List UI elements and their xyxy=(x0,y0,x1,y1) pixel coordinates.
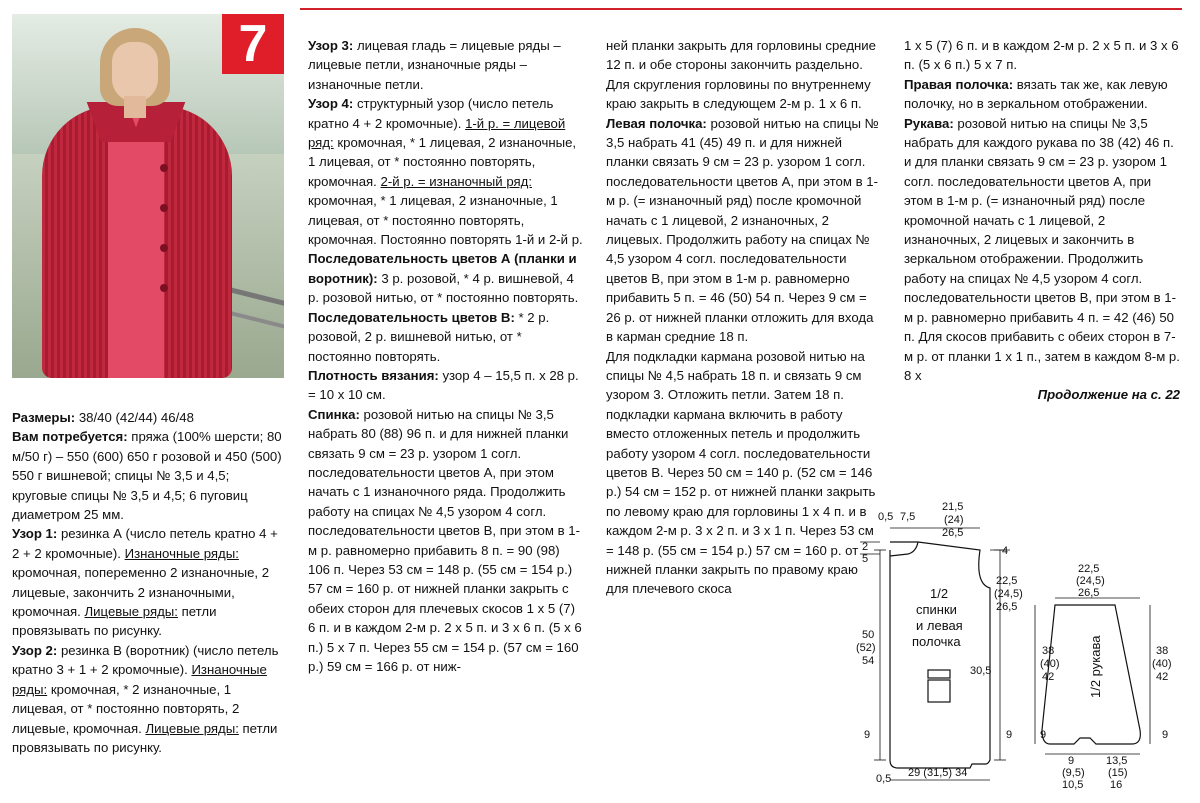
button-mark xyxy=(160,244,168,252)
pattern-2-label: Узор 2: xyxy=(12,642,58,658)
pattern-1-text: резинка А (число петель кратно 4 + 2 + 2 кромочные). xyxy=(12,526,278,561)
sleeve-dim-16: 16 xyxy=(1110,779,1123,791)
pattern-2-text: резинка В (воротник) (число петель кратно 3 + 1 + 2 кромочные). xyxy=(12,642,279,678)
top-red-rule xyxy=(300,8,1182,10)
color-seq-b-value: * 2 р. розовой, 2 р. вишневой нитью, от * постоянно повторять. xyxy=(308,309,550,364)
neckline-paragraph: ней планки закрыть для горловины средние 12 п. и обе стороны закончить раздельно. Для скругления горловины по внутреннему краю закрыть в следующем 2-м р. 1 х 6 п. xyxy=(606,38,876,112)
left-front-paragraph xyxy=(606,114,884,347)
sleeve-dim-38-left: 38 xyxy=(1042,645,1055,657)
schematic-svg xyxy=(850,498,1190,798)
density-label: Плотность вязания: xyxy=(308,367,439,383)
back-paragraph xyxy=(308,405,584,677)
dim-50: 50 xyxy=(862,629,875,641)
sleeve-dim-42-left: 42 xyxy=(1042,671,1055,683)
color-seq-b-label: Последовательность цветов В: xyxy=(308,309,515,325)
button-mark xyxy=(160,164,168,172)
back-label-3: и левая xyxy=(916,618,963,633)
dim-24-5: (24,5) xyxy=(994,588,1023,600)
pattern-3-paragraph xyxy=(308,36,584,94)
sleeve-label: 1/2 рукава xyxy=(1088,635,1103,698)
sleeve-dim-10-5: 10,5 xyxy=(1062,779,1084,791)
sleeves-label: Рукава: xyxy=(904,115,954,131)
color-seq-a-value: 3 р. розовой, * 4 р. вишневой, 4 р. розовой нитью, от * постоянно повторять. xyxy=(308,270,579,306)
row-1-label: 1-й р. = лицевой ряд: xyxy=(308,115,566,151)
column-1 xyxy=(12,408,286,757)
row-2-value: кромочная, * 1 лицевая, 2 изнаночные, 1 лицевая, от * постоянно повторять, кромочная. Постоянно повторять 1-й и 2-й р. xyxy=(308,193,583,248)
back-label: Спинка: xyxy=(308,406,360,422)
column-3 xyxy=(606,36,884,599)
dim-0-5-top: 0,5 xyxy=(878,511,894,523)
pattern-3-label: Узор 3: xyxy=(308,38,354,53)
sleeve-dim-38-right: 38 xyxy=(1156,645,1169,657)
pattern-1-label: Узор 1: xyxy=(12,526,58,542)
pattern-4-label: Узор 4: xyxy=(308,96,354,112)
sleeve-dim-26-5: 26,5 xyxy=(1078,587,1100,599)
right-front-value: вязать так же, как левую полочку, но в зеркальном отображении. xyxy=(904,76,1168,112)
pattern-2-text-3: петли провязывать по рисунку. xyxy=(12,720,278,755)
pattern-2-text-2: кромочная, * 2 изнаночные, 1 лицевая, от * постоянно повторять, 2 лицевые, кромочная. xyxy=(12,681,240,736)
dim-7-5: 7,5 xyxy=(900,511,916,523)
sleeve-dim-40-left: (40) xyxy=(1040,658,1060,670)
sizes-label: Размеры: xyxy=(12,410,76,425)
dim-29-34: 29 (31,5) 34 xyxy=(908,767,968,779)
column-2 xyxy=(308,36,584,676)
pattern-1-text-2: кромочная, попеременно 2 изнаночные, 2 лицевые, закончить 2 изнаночными, кромочная. xyxy=(12,565,270,620)
dim-26-5: 26,5 xyxy=(942,527,964,539)
sleeves-paragraph xyxy=(904,114,1180,386)
dim-4: 4 xyxy=(1002,545,1009,557)
shoulder-paragraph: 1 х 5 (7) 6 п. и в каждом 2-м р. 2 х 5 п. и 3 х 6 п. (5 х 6 п.) 5 х 7 п. xyxy=(904,38,1179,73)
materials-value: пряжа (100% шерсти; 80 м/50 г) – 550 (600) 650 г розовой и 450 (500) 550 г вишневой; спицы № 3,5 и 4,5; круговые спицы № 3,5 и 4,5; 6 пуговиц диаметром 25 мм. xyxy=(12,429,282,523)
back-value: розовой нитью на спицы № 3,5 набрать 80 (88) 96 п. и для нижней планки связать 9 см = 23 р. узором 1 согл. последовательности цветов А, при этом начать с 1 изнаночного ряда. Продолжить работу на спицах № 4,5 узором 4 согл. последовательности цветов В, при этом в 1-м р. равномерно прибавить 8 п. = 90 (98) 106 п. Через 53 см = 148 р. (55 см = 154 р.) 57 см = 160 р. от нижней планки закрыть с обеих сторон для плечевых скосов 1 х 5 (7) 6 п. и в каждом 2-м р. 2 х 5 п. и 3 х 6 п. (5 х 6 п.) 5 х 7 п. Через 55 см = 154 р. (57 см = 160 р.) 59 см = 166 р. от ниж- xyxy=(308,406,582,674)
left-front-label: Левая полочка: xyxy=(606,115,707,131)
dim-26-5-side: 26,5 xyxy=(996,601,1018,613)
sleeve-dim-40-right: (40) xyxy=(1152,658,1172,670)
pattern-2-paragraph xyxy=(12,641,286,757)
pattern-1-right-rows: Лицевые ряды: xyxy=(84,604,178,620)
left-front-value: розовой нитью на спицы № 3,5 набрать 41 (45) 49 п. и для нижней планки связать 9 см = 23 р. узором 1 согл. последовательности цветов А, при этом в 1-м р. (= изнаночный ряд) после кромочной начать с 1 лицевой, 2 изнаночных, 2 лицевых. Продолжить работу на спицах № 4,5 узором 4 согл. последовательности цветов В, при этом в 1-м р. равномерно прибавить 5 п. = 46 (50) 54 п. Через 9 см = 26 р. от нижней планки отложить для входа в карман средние 18 п. xyxy=(606,115,879,345)
color-seq-a-paragraph xyxy=(308,249,584,307)
dim-5: 5 xyxy=(862,553,869,565)
continued-note: Продолжение на с. 22 xyxy=(1037,387,1180,403)
materials-paragraph xyxy=(12,427,286,524)
shirt-figure xyxy=(108,114,164,378)
dim-9-left: 9 xyxy=(864,729,871,741)
row-1-value: кромочная, * 1 лицевая, 2 изнаночные, 1 лицевая, от * постоянно повторять, кромочная. xyxy=(308,135,577,189)
back-front-outline xyxy=(890,542,990,768)
right-front-paragraph xyxy=(904,75,1180,114)
pattern-4-value: структурный узор (число петель кратно 4 + 2 кромочные). xyxy=(308,96,554,131)
pattern-1-paragraph xyxy=(12,524,286,640)
pocket-paragraph: Для подкладки кармана розовой нитью на спицы № 4,5 набрать 18 п. и связать 9 см узором 3. Отложить петли. Затем 18 п. подкладки кармана включить в работу вместо отложенных петель и продолжить работу узором 4 согл. последовательности цветов В. Через 50 см = 140 р. (52 см = 146 р.) 54 см = 152 р. от нижней планки закрыть по левому краю для горловины 1 х 4 п. и в каждом 2-м р. 3 х 2 п. и 3 х 1 п. Через 53 см = 148 р. (55 см = 154 р.) 57 см = 160 р. от нижней планки закрыть по правому краю для плечевого скоса xyxy=(606,348,876,597)
column-4 xyxy=(904,36,1180,405)
dim-24: (24) xyxy=(944,514,964,526)
materials-label: Вам потребуется: xyxy=(12,429,128,445)
pocket-lining xyxy=(928,680,950,702)
sleeve-dim-22-5: 22,5 xyxy=(1078,563,1100,575)
sleeve-dim-24-5: (24,5) xyxy=(1076,575,1105,587)
dim-21-5: 21,5 xyxy=(942,501,964,513)
pattern-3-value: лицевая гладь = лицевые ряды – лицевые петли, изнаночные ряды – изнаночные петли. xyxy=(308,38,561,92)
dim-52: (52) xyxy=(856,642,876,654)
back-label-4: полочка xyxy=(912,634,961,649)
sleeve-dim-13-5: 13,5 xyxy=(1106,755,1128,767)
sleeves-value: розовой нитью на спицы № 3,5 набрать для каждого рукава по 38 (42) 46 п. и для планки связать 9 см = 23 р. узором 1 согл. последовательности цветов А, при этом в 1-м р. (= изнаночный ряд) после кромочной начать с 1 лицевой, 2 изнаночных, 2 лицевых и закончить в зеркальном отображении. Продолжить работу на спицах № 4,5 узором 4 согл. последовательности цветов В, при этом в 1-м р. равномерно прибавить 4 п. = 42 (46) 50 п. Для скосов прибавить с обеих сторон в 7-м р. от планки 1 х 1 п., затем в каждом 8-м р. 8 х xyxy=(904,115,1180,383)
dim-22-5: 22,5 xyxy=(996,575,1018,587)
back-label-2: спинки xyxy=(916,602,957,617)
pattern-1-text-3: петли провязывать по рисунку. xyxy=(12,604,217,639)
sleeve-dim-42-right: 42 xyxy=(1156,671,1169,683)
right-front-label: Правая полочка: xyxy=(904,76,1014,92)
model-face xyxy=(112,42,158,102)
pattern-4-paragraph xyxy=(308,94,584,249)
sleeve-dim-9-right: 9 xyxy=(1162,729,1169,741)
button-mark xyxy=(160,204,168,212)
sleeve-dim-9-bottom: 9 xyxy=(1068,755,1075,767)
pattern-2-right-rows: Лицевые ряды: xyxy=(145,720,239,736)
pattern-number-badge: 7 xyxy=(222,14,284,74)
dim-30-5: 30,5 xyxy=(970,665,992,677)
sizes-paragraph xyxy=(12,408,286,427)
pattern-2-wrong-rows: Изнаночные ряды: xyxy=(12,662,267,697)
model-neck xyxy=(124,96,146,118)
row-2-label: 2-й р. = изнаночный ряд: xyxy=(380,173,533,189)
pattern-1-wrong-rows: Изнаночные ряды: xyxy=(124,545,239,561)
dim-2: 2 xyxy=(862,541,869,553)
density-value: узор 4 – 15,5 п. х 28 р. = 10 х 10 см. xyxy=(308,367,579,403)
sleeve-dim-9-left: 9 xyxy=(1040,729,1047,741)
neckline-curve xyxy=(890,542,918,556)
back-label-1: 1/2 xyxy=(930,586,949,601)
sleeve-dim-15: (15) xyxy=(1108,767,1128,779)
pattern-schematic xyxy=(850,498,1190,798)
color-seq-a-label: Последовательность цветов А (планки и воротник): xyxy=(308,251,577,286)
dim-0-5-bottom: 0,5 xyxy=(876,773,892,785)
sizes-value: 38/40 (42/44) 46/48 xyxy=(75,410,194,425)
sleeve-dim-9-5: (9,5) xyxy=(1062,767,1085,779)
dim-9-right: 9 xyxy=(1006,729,1013,741)
color-seq-b-paragraph xyxy=(308,308,584,366)
density-paragraph xyxy=(308,366,584,405)
button-mark xyxy=(160,284,168,292)
dim-54: 54 xyxy=(862,655,875,667)
pocket-mark xyxy=(928,670,950,678)
